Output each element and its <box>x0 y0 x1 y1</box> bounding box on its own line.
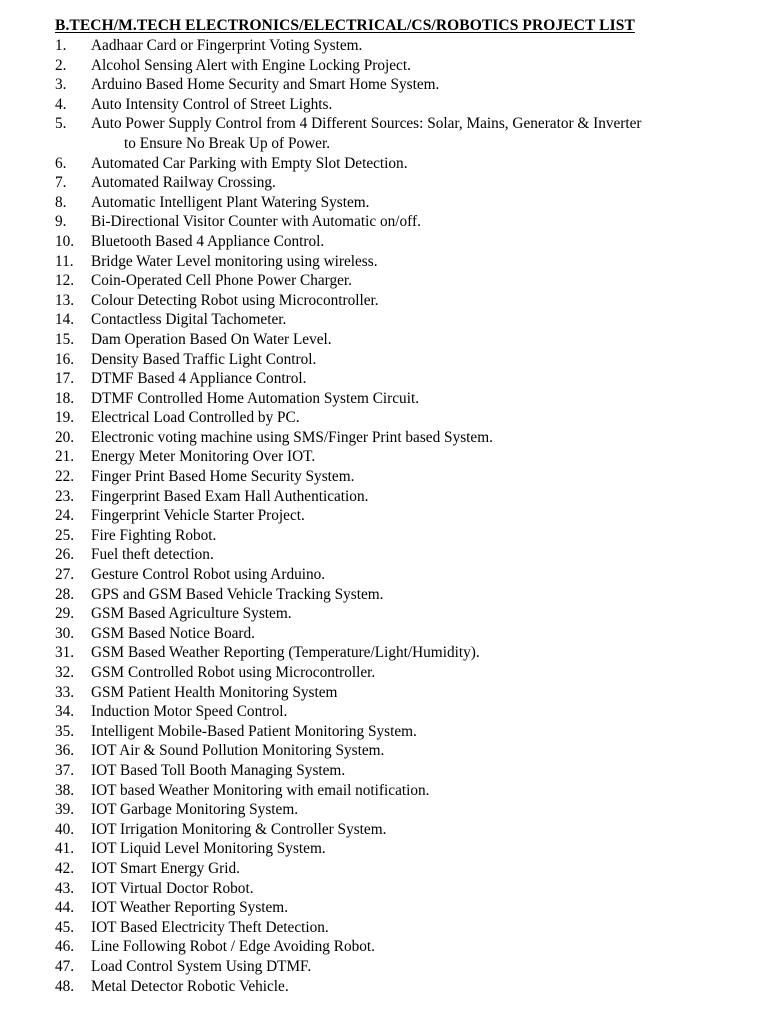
item-text: Induction Motor Speed Control. <box>91 703 288 721</box>
list-item <box>55 447 745 467</box>
item-text: DTMF Based 4 Appliance Control. <box>91 370 307 388</box>
item-number: 23. <box>55 487 75 505</box>
item-text: Coin-Operated Cell Phone Power Charger. <box>91 272 352 290</box>
list-item <box>55 624 745 644</box>
item-text: IOT Air & Sound Pollution Monitoring System. <box>91 742 385 760</box>
item-number: 21. <box>55 448 75 466</box>
list-item <box>55 604 745 624</box>
item-text: Contactless Digital Tachometer. <box>91 311 287 329</box>
item-number: 9. <box>55 213 67 231</box>
item-number: 2. <box>55 56 67 74</box>
list-item <box>55 75 745 95</box>
item-text: Automated Railway Crossing. <box>91 174 276 192</box>
list-item <box>55 114 745 153</box>
item-text: Intelligent Mobile-Based Patient Monitoring System. <box>91 722 417 740</box>
item-text: IOT Irrigation Monitoring & Controller System. <box>91 820 387 838</box>
item-number: 41. <box>55 840 75 858</box>
item-text: IOT Weather Reporting System. <box>91 899 289 917</box>
item-text: Automatic Intelligent Plant Watering System. <box>91 193 370 211</box>
item-number: 12. <box>55 272 75 290</box>
item-text: Energy Meter Monitoring Over IOT. <box>91 448 316 466</box>
item-text: GSM Controlled Robot using Microcontroller. <box>91 664 376 681</box>
item-number: 40. <box>55 820 75 838</box>
list-item <box>55 937 745 957</box>
list-item <box>55 741 745 761</box>
list-item <box>55 232 745 252</box>
item-text: Bi-Directional Visitor Counter with Automatic on/off. <box>91 213 421 231</box>
list-item <box>55 781 745 801</box>
item-text: Fingerprint Based Exam Hall Authentication. <box>91 487 369 505</box>
item-text: Auto Intensity Control of Street Lights. <box>91 95 333 113</box>
item-text: Auto Power Supply Control from 4 Different Sources: Solar, Mains, Generator & Inverter <box>91 115 642 133</box>
item-text: Colour Detecting Robot using Microcontroller. <box>91 291 379 309</box>
item-number: 7. <box>55 174 67 192</box>
item-text: IOT Virtual Doctor Robot. <box>91 879 254 897</box>
item-text: Automated Car Parking with Empty Slot Detection. <box>91 154 408 172</box>
list-item <box>55 408 745 428</box>
item-number: 32. <box>55 664 75 681</box>
item-number: 34. <box>55 703 75 721</box>
item-text: Alcohol Sensing Alert with Engine Locking Project. <box>91 56 411 74</box>
item-text-continuation: to Ensure No Break Up of Power. <box>124 134 331 152</box>
item-text: IOT based Weather Monitoring with email notification. <box>91 781 430 799</box>
item-number: 46. <box>55 938 75 956</box>
item-text: Fire Fighting Robot. <box>91 526 217 544</box>
item-number: 35. <box>55 722 75 740</box>
item-number: 43. <box>55 879 75 897</box>
item-number: 48. <box>55 977 75 995</box>
item-number: 26. <box>55 546 75 564</box>
list-item <box>55 526 745 546</box>
item-number: 25. <box>55 526 75 544</box>
item-text: Electrical Load Controlled by PC. <box>91 409 300 427</box>
list-item <box>55 369 745 389</box>
item-text: IOT Smart Energy Grid. <box>91 859 240 877</box>
list-item <box>55 879 745 899</box>
item-text: Dam Operation Based On Water Level. <box>91 330 332 348</box>
list-item <box>55 585 745 605</box>
item-number: 24. <box>55 507 75 525</box>
item-number: 11. <box>55 252 74 270</box>
list-item <box>55 663 745 683</box>
list-item <box>55 957 745 977</box>
item-text: Density Based Traffic Light Control. <box>91 350 317 368</box>
item-text: GPS and GSM Based Vehicle Tracking System. <box>91 585 384 603</box>
page-title: B.TECH/M.TECH ELECTRONICS/ELECTRICAL/CS/ROBOTICS PROJECT LIST <box>55 17 635 34</box>
item-text: GSM Patient Health Monitoring System <box>91 683 338 701</box>
item-text: IOT Liquid Level Monitoring System. <box>91 840 326 858</box>
item-number: 42. <box>55 859 75 877</box>
list-item <box>55 839 745 859</box>
list-item <box>55 800 745 820</box>
item-text: Aadhaar Card or Fingerprint Voting System. <box>91 37 363 54</box>
item-number: 45. <box>55 918 75 936</box>
item-number: 5. <box>55 115 67 133</box>
list-item <box>55 722 745 742</box>
item-number: 22. <box>55 468 75 486</box>
item-text: DTMF Controlled Home Automation System Circuit. <box>91 389 420 407</box>
list-item <box>55 350 745 370</box>
item-text: Gesture Control Robot using Arduino. <box>91 566 326 584</box>
list-item <box>55 36 745 56</box>
list-item <box>55 506 745 526</box>
list-item <box>55 154 745 174</box>
item-text: GSM Based Weather Reporting (Temperature/Light/Humidity). <box>91 644 480 662</box>
item-text: IOT Based Toll Booth Managing System. <box>91 761 346 779</box>
list-item <box>55 252 745 272</box>
item-number: 10. <box>55 232 75 250</box>
item-text: Finger Print Based Home Security System. <box>91 468 355 486</box>
list-item <box>55 56 745 76</box>
list-item <box>55 820 745 840</box>
list-item <box>55 173 745 193</box>
item-number: 28. <box>55 585 75 603</box>
project-list <box>55 36 745 996</box>
list-item <box>55 702 745 722</box>
item-number: 29. <box>55 605 75 623</box>
list-item <box>55 643 745 663</box>
list-item <box>55 291 745 311</box>
item-number: 13. <box>55 291 75 309</box>
list-item <box>55 271 745 291</box>
item-number: 17. <box>55 370 75 388</box>
item-text: Metal Detector Robotic Vehicle. <box>91 977 289 995</box>
list-item <box>55 977 745 997</box>
item-number: 18. <box>55 389 75 407</box>
list-item <box>55 212 745 232</box>
item-text: Bluetooth Based 4 Appliance Control. <box>91 232 325 250</box>
list-item <box>55 683 745 703</box>
list-item <box>55 898 745 918</box>
item-text: Arduino Based Home Security and Smart Home System. <box>91 76 440 94</box>
list-item <box>55 545 745 565</box>
list-item <box>55 193 745 213</box>
item-number: 27. <box>55 566 75 584</box>
item-text: IOT Garbage Monitoring System. <box>91 801 299 819</box>
item-text: Line Following Robot / Edge Avoiding Robot. <box>91 938 375 956</box>
item-number: 4. <box>55 95 67 113</box>
item-number: 3. <box>55 76 67 94</box>
item-number: 14. <box>55 311 75 329</box>
item-number: 19. <box>55 409 75 427</box>
list-item <box>55 918 745 938</box>
item-text: IOT Based Electricity Theft Detection. <box>91 918 329 936</box>
item-number: 33. <box>55 683 75 701</box>
item-number: 8. <box>55 193 67 211</box>
list-item <box>55 330 745 350</box>
item-number: 31. <box>55 644 75 662</box>
item-number: 15. <box>55 330 75 348</box>
list-item <box>55 487 745 507</box>
list-item <box>55 428 745 448</box>
list-item <box>55 467 745 487</box>
item-number: 1. <box>55 37 67 54</box>
list-item <box>55 859 745 879</box>
list-item <box>55 565 745 585</box>
item-number: 30. <box>55 624 75 642</box>
list-item <box>55 95 745 115</box>
item-text: Electronic voting machine using SMS/Finger Print based System. <box>91 428 493 446</box>
item-text: Fuel theft detection. <box>91 546 214 564</box>
list-item <box>55 310 745 330</box>
list-item <box>55 389 745 409</box>
item-number: 36. <box>55 742 75 760</box>
item-number: 20. <box>55 428 75 446</box>
item-number: 39. <box>55 801 75 819</box>
item-number: 47. <box>55 957 75 975</box>
item-number: 6. <box>55 154 67 172</box>
item-number: 44. <box>55 899 75 917</box>
item-text: GSM Based Agriculture System. <box>91 605 292 623</box>
item-text: GSM Based Notice Board. <box>91 624 255 642</box>
item-number: 16. <box>55 350 75 368</box>
item-text: Fingerprint Vehicle Starter Project. <box>91 507 305 525</box>
item-text: Bridge Water Level monitoring using wireless. <box>91 252 378 270</box>
item-text: Load Control System Using DTMF. <box>91 957 312 975</box>
list-item <box>55 761 745 781</box>
item-number: 37. <box>55 761 75 779</box>
item-number: 38. <box>55 781 75 799</box>
